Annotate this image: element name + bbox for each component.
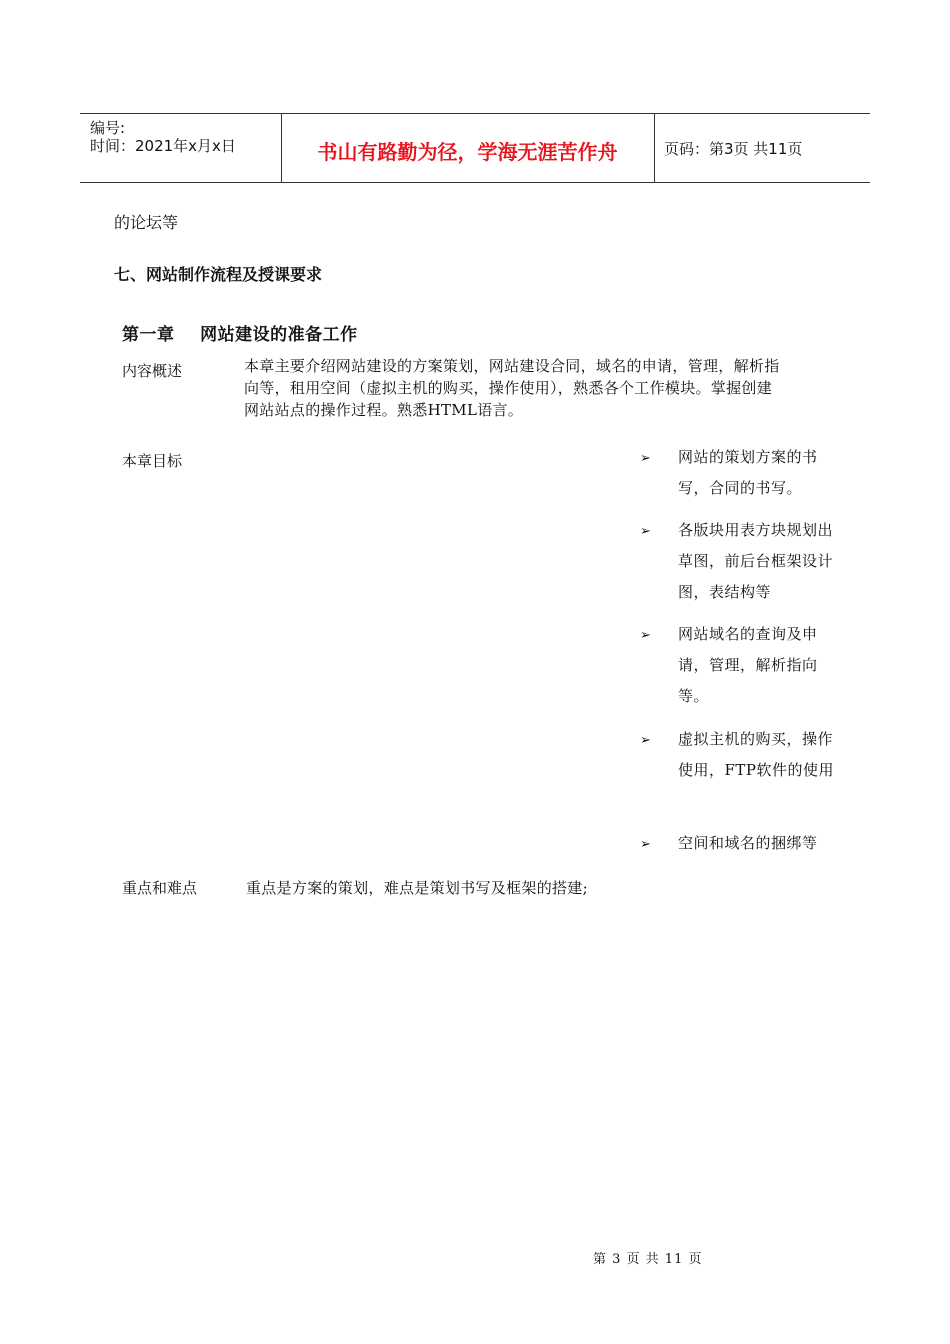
continuation-text: 的论坛等: [114, 213, 179, 232]
motto-text: 书山有路勤为径，学海无涯苦作舟: [317, 140, 618, 164]
goal-text: 虚拟主机的购买，操作使用，FTP软件的使用: [678, 730, 835, 779]
overview-line: 网站站点的操作过程。熟悉HTML语言。: [244, 401, 524, 419]
arrow-bullet-icon: ➢: [640, 837, 651, 852]
goal-item: [640, 442, 840, 504]
chapter-heading: 第一章 网站建设的准备工作: [122, 325, 358, 345]
key-points-text: 重点是方案的策划，难点是策划书写及框架的搭建;: [246, 879, 588, 897]
arrow-bullet-icon: ➢: [640, 451, 651, 466]
page-footer: 第 3 页 共 11 页: [593, 1252, 703, 1267]
header-meta-cell: [80, 114, 282, 182]
goals-label: 本章目标: [122, 452, 183, 470]
overview-line: 本章主要介绍网站建设的方案策划，网站建设合同，域名的申请，管理，解析指: [244, 357, 780, 375]
arrow-bullet-icon: ➢: [640, 524, 651, 539]
header-table: [80, 113, 870, 183]
overview-line: 向等，租用空间（虚拟主机的购买，操作使用），熟悉各个工作模块。掌握创建: [244, 379, 773, 397]
goal-text: 网站域名的查询及申请，管理，解析指向等。: [678, 625, 818, 705]
goal-text: 空间和域名的捆绑等: [678, 834, 818, 852]
header-motto-cell: [281, 114, 655, 182]
goal-text: 各版块用表方块规划出草图，前后台框架设计图，表结构等: [678, 521, 834, 601]
goal-text: 网站的策划方案的书写，合同的书写。: [678, 448, 818, 497]
goal-item: [640, 515, 840, 608]
goal-item: [640, 619, 840, 712]
section-heading: 七、网站制作流程及授课要求: [114, 265, 323, 284]
overview-label: 内容概述: [122, 362, 183, 380]
page-code: 页码：第3页 共11页: [664, 140, 803, 158]
goal-item: [640, 724, 840, 817]
overview-paragraph: [244, 355, 780, 421]
arrow-bullet-icon: ➢: [640, 733, 651, 748]
key-points-label: 重点和难点: [122, 879, 198, 897]
header-page-cell: [655, 114, 870, 182]
document-number-label: 编号:: [90, 119, 126, 137]
goal-item: [640, 828, 840, 859]
document-time-label: 时间：2021年x月x日: [90, 137, 236, 155]
arrow-bullet-icon: ➢: [640, 628, 651, 643]
